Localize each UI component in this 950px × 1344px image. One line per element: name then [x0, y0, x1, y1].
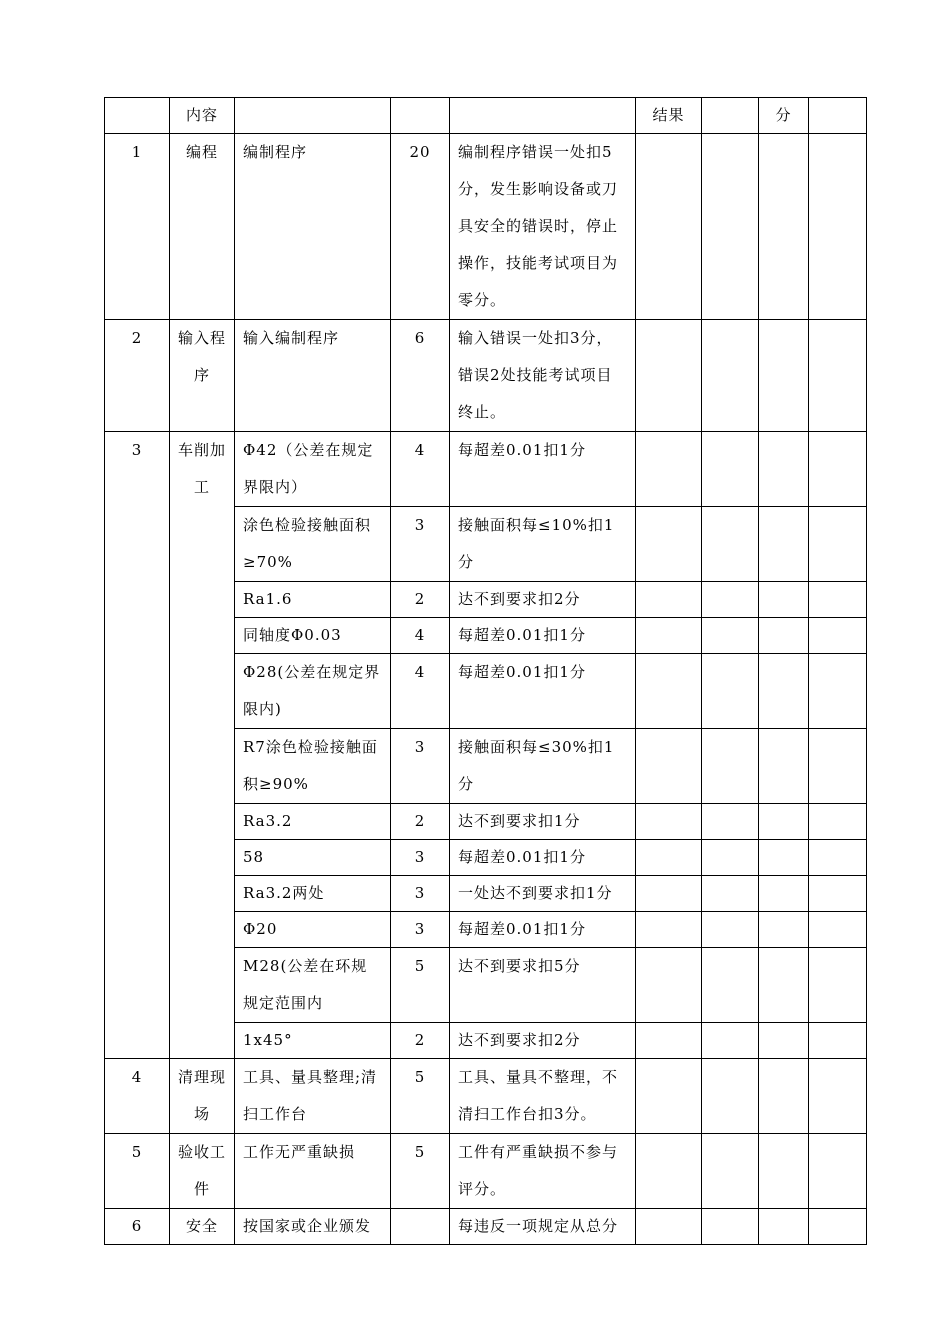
row-points: 3 [391, 729, 450, 804]
row-standard: 接触面积每≤10%扣1分 [450, 507, 636, 582]
row-standard: 达不到要求扣5分 [450, 948, 636, 1023]
header-row [105, 98, 867, 134]
row-requirement: R7涂色检验接触面积≥90% [235, 729, 391, 804]
row-result [636, 948, 702, 1023]
row-result [636, 507, 702, 582]
table-row [105, 320, 867, 432]
row-requirement: 工作无严重缺损 [235, 1134, 391, 1209]
row-requirement: 工具、量具整理;清扫工作台 [235, 1059, 391, 1134]
row-cell [702, 804, 759, 840]
row-result [636, 618, 702, 654]
row-score [759, 804, 809, 840]
row-points [391, 1209, 450, 1245]
row-item: 验收工件 [170, 1134, 235, 1209]
row-cell [702, 1059, 759, 1134]
row-points: 3 [391, 912, 450, 948]
row-standard: 工件有严重缺损不参与评分。 [450, 1134, 636, 1209]
row-cell [809, 1134, 867, 1209]
table-row [105, 134, 867, 320]
row-points: 4 [391, 618, 450, 654]
row-result [636, 840, 702, 876]
row-result [636, 320, 702, 432]
row-score [759, 876, 809, 912]
row-item: 安全 [170, 1209, 235, 1245]
row-requirement: Φ28(公差在规定界限内) [235, 654, 391, 729]
row-cell [702, 1023, 759, 1059]
row-cell [702, 1209, 759, 1245]
row-cell [702, 876, 759, 912]
row-standard: 每超差0.01扣1分 [450, 654, 636, 729]
row-result [636, 654, 702, 729]
row-points: 4 [391, 654, 450, 729]
row-cell [809, 876, 867, 912]
row-result [636, 1059, 702, 1134]
header-content: 内容 [170, 98, 235, 134]
row-requirement: Ra1.6 [235, 582, 391, 618]
row-score [759, 320, 809, 432]
row-requirement: M28(公差在环规规定范围内 [235, 948, 391, 1023]
row-cell [809, 1209, 867, 1245]
table-row [105, 432, 867, 507]
row-cell [809, 507, 867, 582]
row-standard: 工具、量具不整理，不清扫工作台扣3分。 [450, 1059, 636, 1134]
row-points: 20 [391, 134, 450, 320]
row-score [759, 1134, 809, 1209]
table-row [105, 1134, 867, 1209]
header-result: 结果 [636, 98, 702, 134]
header-empty-1 [235, 98, 391, 134]
row-cell [809, 1023, 867, 1059]
row-score [759, 912, 809, 948]
row-standard: 一处达不到要求扣1分 [450, 876, 636, 912]
row-requirement: 1x45° [235, 1023, 391, 1059]
row-cell [809, 320, 867, 432]
row-score [759, 1023, 809, 1059]
row-result [636, 804, 702, 840]
header-no [105, 98, 170, 134]
row-cell [809, 618, 867, 654]
row-requirement: 编制程序 [235, 134, 391, 320]
row-requirement: Ra3.2 [235, 804, 391, 840]
row-cell [809, 134, 867, 320]
row-score [759, 654, 809, 729]
row-points: 5 [391, 1134, 450, 1209]
row-cell [702, 320, 759, 432]
row-no: 3 [105, 432, 170, 1059]
row-item: 编程 [170, 134, 235, 320]
row-standard: 每超差0.01扣1分 [450, 840, 636, 876]
row-cell [702, 432, 759, 507]
table-row [105, 1059, 867, 1134]
header-empty-4 [702, 98, 759, 134]
row-points: 3 [391, 507, 450, 582]
row-standard: 接触面积每≤30%扣1分 [450, 729, 636, 804]
row-points: 5 [391, 948, 450, 1023]
row-item: 车削加工 [170, 432, 235, 1059]
row-cell [809, 432, 867, 507]
row-cell [809, 948, 867, 1023]
row-cell [702, 134, 759, 320]
header-empty-2 [391, 98, 450, 134]
row-requirement: Φ42（公差在规定界限内） [235, 432, 391, 507]
row-cell [702, 507, 759, 582]
row-requirement: 输入编制程序 [235, 320, 391, 432]
row-score [759, 1209, 809, 1245]
row-points: 6 [391, 320, 450, 432]
header-score: 分 [759, 98, 809, 134]
row-cell [702, 582, 759, 618]
row-result [636, 432, 702, 507]
row-score [759, 1059, 809, 1134]
row-result [636, 1209, 702, 1245]
row-result [636, 134, 702, 320]
row-item: 清理现场 [170, 1059, 235, 1134]
row-cell [809, 1059, 867, 1134]
row-standard: 达不到要求扣1分 [450, 804, 636, 840]
row-requirement: 涂色检验接触面积≥70% [235, 507, 391, 582]
row-standard: 每超差0.01扣1分 [450, 912, 636, 948]
row-points: 5 [391, 1059, 450, 1134]
row-requirement: 58 [235, 840, 391, 876]
row-result [636, 912, 702, 948]
header-empty-5 [809, 98, 867, 134]
row-score [759, 729, 809, 804]
row-no: 5 [105, 1134, 170, 1209]
row-standard: 编制程序错误一处扣5分，发生影响设备或刀具安全的错误时，停止操作，技能考试项目为零分。 [450, 134, 636, 320]
row-points: 3 [391, 840, 450, 876]
row-points: 2 [391, 582, 450, 618]
row-no: 1 [105, 134, 170, 320]
row-cell [702, 948, 759, 1023]
row-score [759, 432, 809, 507]
row-score [759, 507, 809, 582]
row-result [636, 582, 702, 618]
row-cell [702, 912, 759, 948]
row-cell [809, 729, 867, 804]
row-no: 4 [105, 1059, 170, 1134]
row-requirement: 同轴度Φ0.03 [235, 618, 391, 654]
row-cell [702, 654, 759, 729]
row-result [636, 876, 702, 912]
row-points: 2 [391, 1023, 450, 1059]
row-cell [702, 729, 759, 804]
row-requirement: Ra3.2两处 [235, 876, 391, 912]
row-score [759, 582, 809, 618]
row-no: 6 [105, 1209, 170, 1245]
row-points: 2 [391, 804, 450, 840]
row-result [636, 729, 702, 804]
row-cell [809, 840, 867, 876]
row-standard: 每超差0.01扣1分 [450, 432, 636, 507]
row-no: 2 [105, 320, 170, 432]
row-cell [809, 804, 867, 840]
row-standard: 达不到要求扣2分 [450, 582, 636, 618]
table-row [105, 1209, 867, 1245]
row-item: 输入程序 [170, 320, 235, 432]
row-points: 3 [391, 876, 450, 912]
row-score [759, 618, 809, 654]
row-standard: 输入错误一处扣3分，错误2处技能考试项目终止。 [450, 320, 636, 432]
row-requirement: 按国家或企业颁发 [235, 1209, 391, 1245]
row-standard: 达不到要求扣2分 [450, 1023, 636, 1059]
row-cell [702, 618, 759, 654]
row-score [759, 840, 809, 876]
row-cell [702, 840, 759, 876]
header-empty-3 [450, 98, 636, 134]
row-standard: 每超差0.01扣1分 [450, 618, 636, 654]
row-result [636, 1023, 702, 1059]
row-standard: 每违反一项规定从总分 [450, 1209, 636, 1245]
row-cell [809, 582, 867, 618]
row-result [636, 1134, 702, 1209]
row-score [759, 948, 809, 1023]
row-cell [809, 912, 867, 948]
row-score [759, 134, 809, 320]
row-cell [702, 1134, 759, 1209]
row-cell [809, 654, 867, 729]
row-points: 4 [391, 432, 450, 507]
scoring-table [104, 97, 867, 1245]
row-requirement: Φ20 [235, 912, 391, 948]
